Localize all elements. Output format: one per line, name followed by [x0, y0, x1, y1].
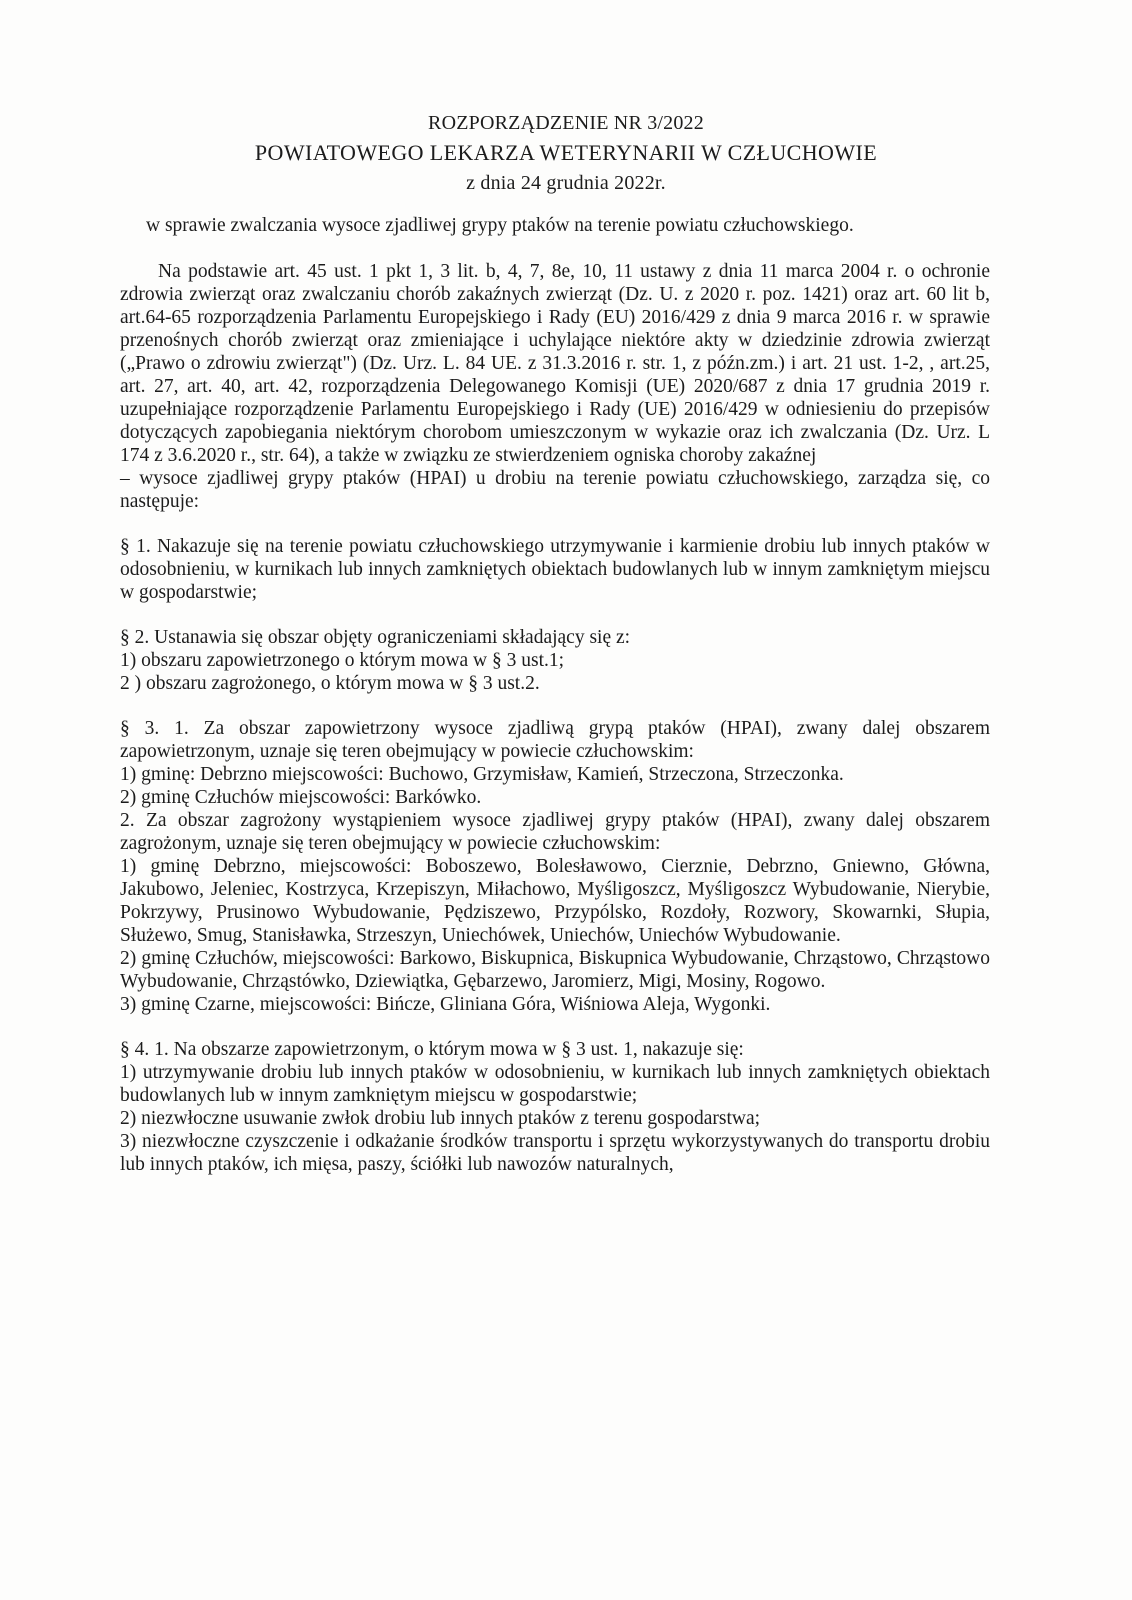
preamble-continuation: – wysoce zjadliwej grypy ptaków (HPAI) u drobiu na terenie powiatu człuchowskiego, zarządza się, co następuje:: [120, 468, 990, 512]
section-3-item: 2) gminę Człuchów, miejscowości: Barkowo, Biskupnica, Biskupnica Wybudowanie, Chrząstowo, Chrząstowo Wybudowanie, Chrząstówko, Dziewiątka, Gębarzewo, Jaromierz, Migi, Mosiny, Rogowo.: [120, 948, 990, 992]
section-3-intro: § 3. 1. Za obszar zapowietrzony wysoce zjadliwą grypą ptaków (HPAI), zwany dalej obszarem zapowietrzonym, uznaje się teren obejmujący w powiecie człuchowskim:: [120, 718, 990, 762]
section-3-item: 2) gminę Człuchów miejscowości: Barkówko.: [120, 787, 482, 808]
section-2-item: 2 ) obszaru zagrożonego, o którym mowa w § 3 ust.2.: [120, 673, 540, 694]
section-4-item: 3) niezwłoczne czyszczenie i odkażanie środków transportu i sprzętu wykorzystywanych do transportu drobiu lub innych ptaków, ich mięsa, paszy, ściółki lub nawozów naturalnych,: [120, 1131, 990, 1175]
section-3-item: 1) gminę: Debrzno miejscowości: Buchowo, Grzymisław, Kamień, Strzeczona, Strzeczonka.: [120, 764, 844, 785]
regulation-date: z dnia 24 grudnia 2022r.: [466, 172, 666, 194]
document-body: [120, 260, 990, 1176]
section-2-item: 1) obszaru zapowietrzonego o którym mowa w § 3 ust.1;: [120, 650, 565, 671]
section-4-item: 1) utrzymywanie drobiu lub innych ptaków w odosobnieniu, w kurnikach lub innych zamkniętych obiektach budowlanych lub w innym zamkniętym miejscu w gospodarstwie;: [120, 1062, 990, 1106]
regulation-subject: w sprawie zwalczania wysoce zjadliwej grypy ptaków na terenie powiatu człuchowskiego.: [146, 215, 854, 236]
section-3-item: 1) gminę Debrzno, miejscowości: Boboszewo, Bolesławowo, Cierznie, Debrzno, Gniewno, Główna, Jakubowo, Jeleniec, Kostrzyca, Krzepiszyn, Miłachowo, Myśligoszcz, Myśligoszcz Wybudowanie, Nierybie, Pokrzywy, Prusinowo Wybudowanie, Pędziszewo, Przypólsko, Rozdoły, Rozwory, Skowarnki, Słupia, Służewo, Smug, Stanisławka, Strzeszyn, Uniechówek, Uniechów, Uniechów Wybudowanie.: [120, 856, 990, 946]
section-3-point-2: 2. Za obszar zagrożony wystąpieniem wysoce zjadliwej grypy ptaków (HPAI), zwany dalej obszarem zagrożonym, uznaje się teren obejmujący w powiecie człuchowskim:: [120, 810, 990, 854]
issuing-authority: POWIATOWEGO LEKARZA WETERYNARII W CZŁUCHOWIE: [254, 140, 878, 165]
preamble-paragraph: Na podstawie art. 45 ust. 1 pkt 1, 3 lit. b, 4, 7, 8e, 10, 11 ustawy z dnia 11 marca 2004 r. o ochronie zdrowia zwierząt oraz zwalczaniu chorób zakaźnych zwierząt (Dz. U. z 2020 r. poz. 1421) oraz art. 60 lit b, art.64-65 rozporządzenia Parlamentu Europejskiego i Rady (EU) 2016/429 z dnia 9 marca 2016 r. w sprawie przenośnych chorób zwierząt oraz zmieniające i uchylające niektóre akty w dziedzinie zdrowia zwierząt („Prawo o zdrowiu zwierząt") (Dz. Urz. L. 84 UE. z 31.3.2016 r. str. 1, z późn.zm.) i art. 21 ust. 1-2, , art.25, art. 27, art. 40, art. 42, rozporządzenia Delegowanego Komisji (UE) 2020/687 z dnia 17 grudnia 2019 r. uzupełniające rozporządzenie Parlamentu Europejskiego i Rady (UE) 2016/429 w odniesieniu do przepisów dotyczących zapobiegania niektórym chorobom umieszczonym w wykazie oraz ich zwalczania (Dz. Urz. L 174 z 3.6.2020 r., str. 64), a także w związku ze stwierdzeniem ogniska choroby zakaźnej: [120, 261, 990, 466]
section-4-item: 2) niezwłoczne usuwanie zwłok drobiu lub innych ptaków z terenu gospodarstwa;: [120, 1108, 761, 1129]
section-4-intro: § 4. 1. Na obszarze zapowietrzonym, o którym mowa w § 3 ust. 1, nakazuje się:: [120, 1039, 744, 1060]
section-1: § 1. Nakazuje się na terenie powiatu człuchowskiego utrzymywanie i karmienie drobiu lub innych ptaków w odosobnieniu, w kurnikach lub innych zamkniętych obiektach budowlanych lub w innym zamkniętym miejscu w gospodarstwie;: [120, 536, 990, 603]
section-3-item: 3) gminę Czarne, miejscowości: Bińcze, Gliniana Góra, Wiśniowa Aleja, Wygonki.: [120, 994, 771, 1015]
document-header: [0, 108, 1132, 198]
section-2-intro: § 2. Ustanawia się obszar objęty ograniczeniami składający się z:: [120, 627, 631, 648]
regulation-number: ROZPORZĄDZENIE NR 3/2022: [428, 112, 704, 134]
